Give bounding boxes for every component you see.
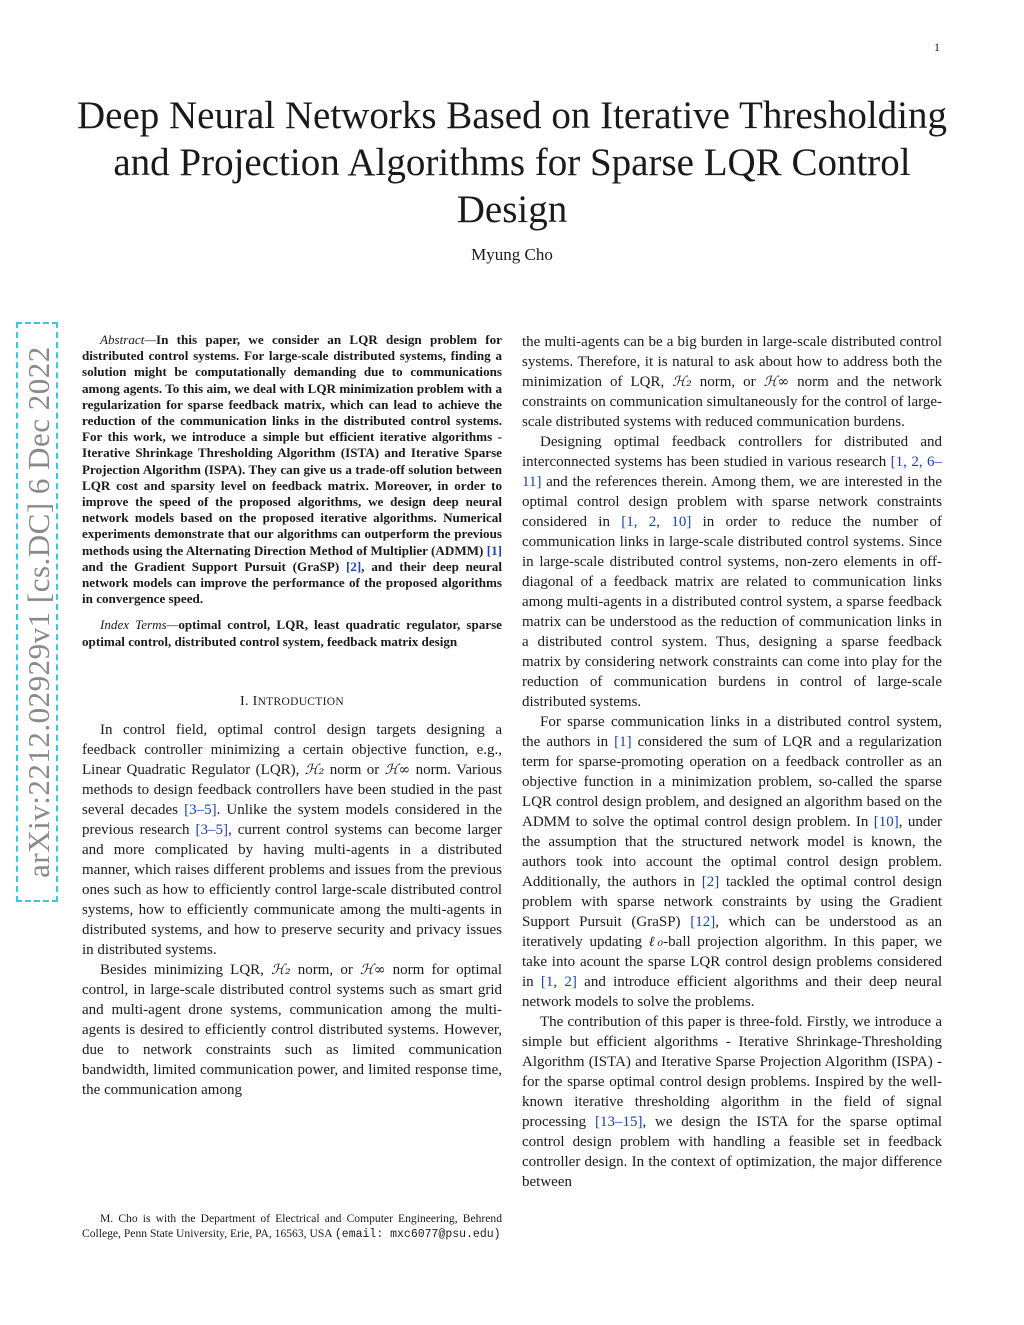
right-column	[522, 332, 942, 1192]
text: . Unlike the system models considered in the previous research	[82, 801, 502, 838]
email-address[interactable]: (email: mxc6077@psu.edu)	[334, 1228, 501, 1241]
citation-link[interactable]: [3–5]	[195, 821, 228, 838]
math-h2: ℋ₂	[672, 374, 692, 390]
intro-paragraph-1	[82, 720, 502, 960]
section-rest: NTRODUCTION	[257, 695, 344, 708]
section-heading-introduction	[82, 692, 502, 712]
math-hinf: ℋ∞	[384, 761, 411, 778]
text: norm for optimal control, in large-scale distributed control systems such as smart grid and multi-agent drone systems, communication among the multi-agents is desired to efficiently control distributed systems. However, due to network constraints such as limited communication bandwidth, limited communication power, and limited response time, the communication among	[82, 961, 503, 1098]
citation-link[interactable]: [2]	[346, 558, 362, 574]
text: Besides minimizing LQR,	[100, 961, 272, 978]
citation-link[interactable]: [1, 2]	[540, 974, 577, 990]
page-number: 1	[934, 40, 940, 54]
abstract-label: Abstract—	[100, 332, 157, 347]
text: norm or	[324, 761, 385, 778]
citation-link[interactable]: [1]	[614, 734, 632, 750]
index-terms-label: Index Terms—	[100, 617, 179, 633]
citation-link[interactable]: [1, 2, 10]	[621, 514, 692, 530]
abstract-text: In this paper, we consider an LQR design problem for distributed control systems. For large-scale distributed systems, finding a solution might be computationally demanding due to communications among agents. To this aim, we deal with LQR minimization problem with a regularization for sparse feedback matrix, which can lead to achieve the reduction of the communication links in the distributed control systems. For this work, we introduce a simple but efficient iterative algorithms - Iterative Shrinkage Thresholding Algorithm (ISTA) and Iterative Sparse Projection Algorithm (ISPA). They can give us a trade-off solution between LQR cost and sparsity level on feedback matrix. Moreover, in order to improve the speed of the proposed algorithms, we design deep neural network models based on the proposed iterative algorithms. Numerical experiments demonstrate that our algorithms can outperform the previous methods using the Alternating Direction Method of Multiplier (ADMM)	[82, 332, 502, 558]
footnote	[82, 1211, 502, 1242]
text: in order to reduce the number of communication links in large-scale distributed control systems. Since in large-scale distributed control systems, non-zero elements in off-diagonal of a feedback matrix are related to communication links among multi-agents in a distributed control system, a sparse feedback matrix can be understood as the reduction of communication links in a distributed control system. Thus, designing a sparse feedback matrix by considering network constraints can come into play for the reduction of communication burdens in control of large-scale distributed systems.	[522, 514, 942, 710]
math-hinf: ℋ∞	[763, 374, 790, 390]
paragraph-prior-methods	[522, 712, 942, 1012]
footnote-text: M. Cho is with the Department of Electrical and Computer Engineering, Behrend College, Penn State University, Erie, PA, 16563, USA	[82, 1212, 502, 1240]
citation-link[interactable]: [1, 2, 6–11]	[522, 454, 942, 490]
paragraph-related-work	[522, 432, 942, 712]
text: norm and the network constraints on communication simultaneously for the control of large-scale distributed systems with reduced communication burdens.	[522, 374, 942, 430]
text: norm, or	[691, 374, 764, 390]
text: , current control systems can become larger and more complicated by having multi-agents in a distributed manner, which raises different problems and issues from the previous ones such as how to efficiently control large-scale distributed control systems, how to efficiently communicate among the multi-agents in distributed systems, and how to preserve security and privacy issues in distributed systems.	[82, 821, 502, 958]
text: For sparse communication links in a distributed control system, the authors in	[522, 714, 942, 750]
section-first-letter: I	[252, 693, 258, 709]
abstract-text-2: and the Gradient Support Pursuit (GraSP)	[82, 558, 346, 574]
citation-link[interactable]: [10]	[873, 814, 899, 830]
citation-link[interactable]: [2]	[701, 874, 720, 890]
abstract-text-3: , and their deep neural network models can improve the performance of the proposed algorithms in convergence speed.	[82, 558, 502, 607]
text: the multi-agents can be a big burden in large-scale distributed control systems. Therefore, it is natural to ask about how to address both the minimization of LQR,	[522, 334, 942, 390]
text: The contribution of this paper is three-fold. Firstly, we introduce a simple but efficient algorithms - Iterative Shrinkage-Thresholding Algorithm (ISTA) and Iterative Sparse Projection Algorithm (ISPA) - for the sparse optimal control design problems. Inspired by the well-known iterative thresholding algorithm in the field of signal processing	[522, 1014, 942, 1130]
intro-paragraph-2	[82, 960, 502, 1100]
arxiv-id[interactable]: arXiv:2212.02929v1 [cs.DC] 6 Dec 2022	[21, 346, 56, 878]
text: tackled the optimal control design problem with sparse network constraints by using the Gradient Support Pursuit (GraSP)	[522, 874, 942, 930]
author: Myung Cho	[471, 245, 553, 264]
text: -ball projection algorithm. In this paper, we take into acount the sparse LQR control design problems considered in	[522, 934, 942, 990]
citation-link[interactable]: [13–15]	[594, 1114, 643, 1130]
abstract	[82, 332, 502, 607]
text: and introduce efficient algorithms and their deep neural network models to solve the problems.	[522, 974, 942, 1010]
text: In control field, optimal control design targets designing a feedback controller minimizing a certain objective function, e.g., Linear Quadratic Regulator (LQR),	[82, 721, 502, 778]
text: , which can be understood as an iteratively updating	[522, 914, 942, 950]
text: , under the assumption that the structured network model is known, the authors took into account the optimal control design problem. Additionally, the authors in	[522, 814, 942, 890]
math-h2: ℋ₂	[304, 761, 325, 778]
text: norm. Various methods to design feedback controllers have been studied in the past several decades	[82, 761, 502, 818]
paper-title: Deep Neural Networks Based on Iterative Thresholding and Projection Algorithms for Sparse LQR Control Design	[76, 94, 948, 231]
text: and the references therein. Among them, we are interested in the optimal control design problem with sparse network constraints considered in	[522, 474, 942, 530]
paragraph-contribution	[522, 1012, 942, 1192]
section-numeral: I.	[240, 693, 253, 709]
index-terms	[82, 617, 502, 649]
paragraph-continued	[522, 332, 942, 432]
math-l0: ℓ₀	[648, 934, 664, 950]
text: norm, or	[290, 961, 360, 978]
text: Designing optimal feedback controllers for distributed and interconnected systems has been studied in various research	[522, 434, 942, 470]
index-terms-text: optimal control, LQR, least quadratic regulator, sparse optimal control, distributed control system, feedback matrix design	[82, 617, 502, 649]
citation-link[interactable]: [12]	[690, 914, 716, 930]
citation-link[interactable]: [3–5]	[184, 801, 217, 818]
math-h2: ℋ₂	[271, 961, 291, 978]
math-hinf: ℋ∞	[360, 961, 386, 978]
left-column	[82, 332, 502, 1100]
text: considered the sum of LQR and a regularization term for sparse-promoting operation on a feedback controller as an objective function in a minimization problem, so-called the sparse LQR control design problem, and designed an algorithm based on the ADMM to solve the optimal control design problem. In	[522, 734, 942, 830]
text: , we design the ISTA for the sparse optimal control design problem with handling a feasible set in feedback controller design. In the context of optimization, the major difference between	[522, 1114, 942, 1190]
citation-link[interactable]: [1]	[486, 542, 502, 558]
